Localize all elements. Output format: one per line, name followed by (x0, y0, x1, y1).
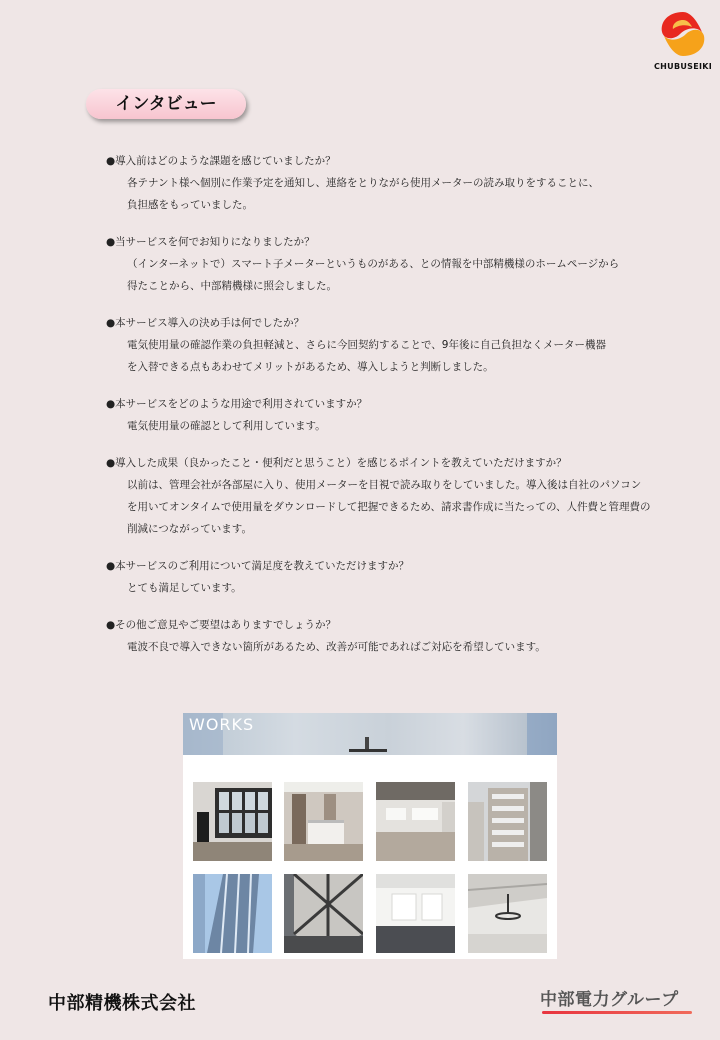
qa-answer-line: 電気使用量の確認作業の負担軽減と、さらに今回契約することで、9年後に自己負担なくメーター機器 (127, 339, 606, 351)
qa-question: ●当サービスを何でお知りになりましたか？ (106, 236, 315, 248)
qa-item (106, 231, 666, 297)
works-photo-building-exterior (468, 782, 547, 861)
qa-answer-line: を用いてオンタイムで使用量をダウンロードして把握できるため、請求書作成に当たっての、人件費と管理費の (127, 501, 651, 513)
works-photo-reception (284, 782, 363, 861)
qa-question: ●本サービスのご利用について満足度を教えていただけますか？ (106, 560, 409, 572)
qa-item (106, 614, 666, 658)
works-photo-office-room (376, 782, 455, 861)
works-photo-interior-window (193, 782, 272, 861)
qa-question: ●その他ご意見やご要望はありますでしょうか？ (106, 619, 336, 631)
qa-answer-line: （インターネットで）スマート子メーターというものがある、との情報を中部精機様のホームページから (127, 258, 620, 270)
qa-item (106, 393, 666, 437)
qa-item (106, 150, 666, 216)
interview-qa-list (106, 150, 666, 673)
qa-item (106, 452, 666, 540)
group-underline (542, 1011, 692, 1014)
company-logo (654, 8, 712, 74)
group-name: 中部電力グループ (540, 990, 679, 1010)
works-photo-tower-facade (193, 874, 272, 953)
works-photo-ceiling (468, 874, 547, 953)
qa-answer-line: 削減につながっています。 (127, 523, 252, 535)
page-title: インタビュー (86, 89, 246, 119)
company-name: 中部精機株式会社 (48, 993, 196, 1014)
qa-answer-line: 得たことから、中部精機様に照会しました。 (127, 280, 337, 292)
qa-answer-line: 電波不良で導入できない箇所があるため、改善が可能であればご対応を希望しています。 (127, 641, 546, 653)
logo-text: CHUBUSEIKI (654, 62, 713, 71)
qa-answer-line: 以前は、管理会社が各部屋に入り、使用メーターを目視で読み取りをしていました。導入後は自社のパソコン (127, 479, 642, 491)
works-photo-lattice-building (284, 874, 363, 953)
qa-question: ●導入した成果（良かったこと・便利だと思うこと）を感じるポイントを教えていただけますか？ (106, 457, 567, 469)
group-logo (540, 985, 700, 1019)
qa-item (106, 555, 666, 599)
qa-question: ●導入前はどのような課題を感じていましたか？ (106, 155, 336, 167)
qa-item (106, 312, 666, 378)
qa-answer-line: 電気使用量の確認として利用しています。 (127, 420, 326, 432)
qa-answer-line: 負担感をもっていました。 (127, 199, 253, 211)
qa-answer-line: とても満足しています。 (127, 582, 242, 594)
qa-answer-line: 各テナント様へ個別に作業予定を通知し、連絡をとりながら使用メーターの読み取りをすることに、 (127, 177, 599, 189)
qa-question: ●本サービスをどのような用途で利用されていますか？ (106, 398, 368, 410)
works-title: WORKS (189, 715, 255, 734)
qa-question: ●本サービス導入の決め手は何でしたか？ (106, 317, 305, 329)
works-header-banner (183, 713, 557, 755)
works-photo-empty-office (376, 874, 455, 953)
chubuseiki-logo-icon (656, 8, 710, 60)
qa-answer-line: を入替できる点もあわせてメリットがあるため、導入しようと判断しました。 (127, 361, 494, 373)
works-panel (183, 713, 557, 959)
